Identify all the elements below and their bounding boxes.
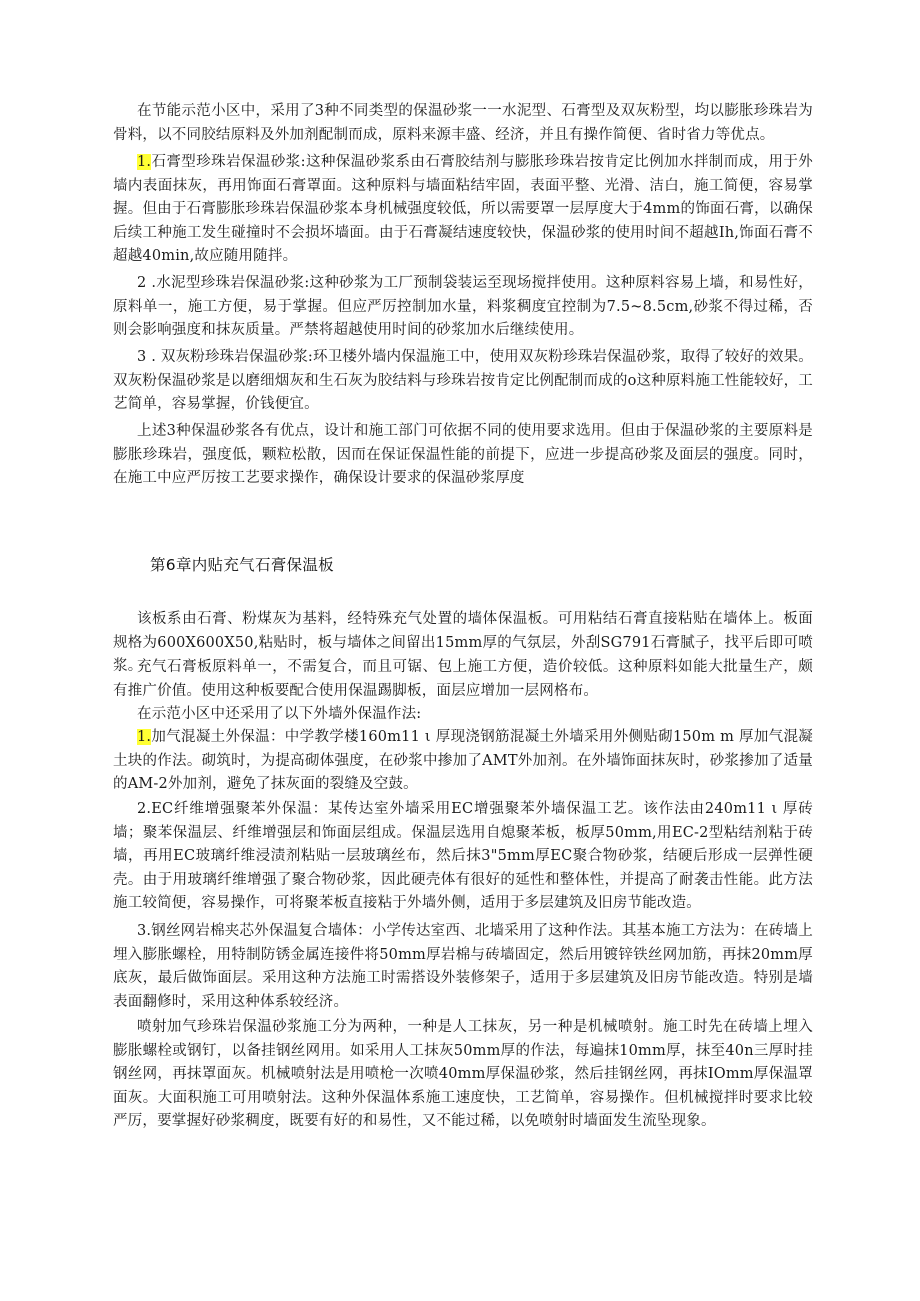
chapter-heading: 第6章内贴充气石膏保温板: [150, 556, 334, 574]
highlighted-number-marker: 1.: [137, 729, 152, 745]
summary-paragraph: 上述3种保温砂浆各有优点，设计和施工部门可依据不同的使用要求选用。但由于保温砂浆的主要原料是膨胀珍珠岩，强度低，颗粒松散，因而在保证保温性能的前提下，应进一步提高砂浆及面层的强度。同时，在施工中应严厉按工艺要求操作，确保设计要求的保温砂浆厚度: [113, 423, 813, 486]
spray-mortar-paragraph: 喷射加气珍珠岩保温砂浆施工分为两种，一种是人工抹灰，另一种是机械喷射。施工时先在砖墙上埋入膨胀螺栓或钢钉，以备挂钢丝网用。如采用人工抹灰50mm厚的作法，每遍抹10mm厚，抹至40n三厚时挂钢丝网，再抹罩面灰。机械喷射法是用喷枪一次喷40mm厚保温砂浆，然后挂钢丝网，再抹IOmm厚保温罩面灰。大面积施工可用喷射法。这种外保温体系施工速度快，工艺简单，容易操作。但机械搅拌时要求比较严厉，要掌握好砂浆稠度，既要有好的和易性，又不能过稀，以免喷射时墙面发生流坠现象。: [113, 1019, 813, 1129]
list-item-ec-polystyrene: 2.EC纤维增强聚苯外保温：某传达室外墙采用EC增强聚苯外墙保温工艺。该作法由240m11 ι 厚砖墙；聚苯保温层、纤维增强层和饰面层组成。保温层选用自熄聚苯板，板厚50mm,用EC-2型粘结剂粘于砖墙，再用EC玻璃纤维浸渍剂粘贴一层玻璃丝布，然后抹3"5mm厚EC聚合物砂浆，结硬后形成一层弹性硬壳。由于用玻璃纤维增强了聚合物砂浆，因此硬壳体有很好的延性和整体性，并提高了耐袭击性能。此方法施工较简便，容易操作，可将聚苯板直接粘于外墙外侧，适用于多层建筑及旧房节能改造。: [113, 801, 813, 911]
list-item-text: 石膏型珍珠岩保温砂浆:这种保温砂浆系由石膏胶结剂与膨胀珍珠岩按肯定比例加水拌制而成，用于外墙内表面抹灰，再用饰面石膏罩面。这种原料与墙面粘结牢固，表面平整、光滑、洁白，施工简便，容易掌握。但由于石膏膨胀珍珠岩保温砂浆本身机械强度较低，所以需要罩一层厚度大于4mm的饰面石膏，以确保后续工种施工发生碰撞时不会损坏墙面。由于石膏凝结速度较快，保温砂浆的使用时间不超越Ih,饰面石膏不超越40min,故应随用随拌。: [113, 154, 813, 264]
list-item-aerated-concrete: [113, 726, 813, 797]
board-value-paragraph: 充气石膏板原料单一，不需复合，而且可锯、包上施工方便，造价较低。这种原料如能大批量生产，颇有推广价值。使用这种板要配合使用保温踢脚板，面层应增加一层网格布。: [113, 659, 813, 699]
board-description-paragraph: 该板系由石膏、粉煤灰为基料，经特殊充气处置的墙体保温板。可用粘结石膏直接粘贴在墙体上。板面规格为600X600X50,粘贴时，板与墙体之间留出15mm厚的气氛层，外刮SG791石膏腻子，找平后即可喷浆。: [113, 611, 813, 674]
list-item-steel-mesh-rockwool: 3.钢丝网岩棉夹芯外保温复合墙体：小学传达室西、北墙采用了这种作法。其基本施工方法为：在砖墙上埋入膨胀螺栓，用特制防锈金属连接件将50mm厚岩棉与砖墙固定，然后用镀锌铁丝网加筋，再抹20mm厚底灰，最后做饰面层。采用这种方法施工时需搭设外装修架子，适用于多层建筑及旧房节能改造。特别是墙表面翻修时，采用这种体系较经济。: [113, 923, 813, 1010]
list-item-gypsum-mortar: [113, 151, 813, 269]
highlighted-number-marker: 1.: [137, 154, 152, 170]
intro-paragraph: 在节能示范小区中，采用了3种不同类型的保温砂浆一一水泥型、石膏型及双灰粉型，均以膨胀珍珠岩为骨料，以不同胶结原料及外加剂配制而成，原料来源丰盛、经济，并且有操作简便、省时省力等优点。: [113, 103, 813, 143]
list-item-cement-mortar: 2 .水泥型珍珠岩保温砂浆:这种砂浆为工厂预制袋装运至现场搅拌使用。这种原料容易上墙，和易性好，原料单一，施工方便，易于掌握。但应严厉控制加水量，料浆稠度宜控制为7.5~8.5cm,砂浆不得过稀，否则会影响强度和抹灰质量。严禁将超越使用时间的砂浆加水后继续使用。: [113, 275, 813, 338]
list-item-text: 加气混凝土外保温：中学教学楼160m11 ι 厚现浇钢筋混凝土外墙采用外侧贴砌150m m 厚加气混凝土块的作法。砌筑时，为提高砌体强度，在砂浆中掺加了AMT外加剂。在外墙饰面抹灰时，砂浆掺加了适量的AM-2外加剂，避免了抹灰面的裂缝及空鼓。: [113, 729, 813, 792]
list-item-double-ash-mortar: 3 . 双灰粉珍珠岩保温砂浆:环卫楼外墙内保温施工中，使用双灰粉珍珠岩保温砂浆，取得了较好的效果。双灰粉保温砂浆是以磨细烟灰和生石灰为胶结料与珍珠岩按肯定比例配制而成的o这种原料施工性能较好，工艺简单，容易掌握，价钱便宜。: [113, 349, 813, 412]
external-insulation-intro: 在示范小区中还采用了以下外墙外保温作法:: [137, 706, 422, 722]
